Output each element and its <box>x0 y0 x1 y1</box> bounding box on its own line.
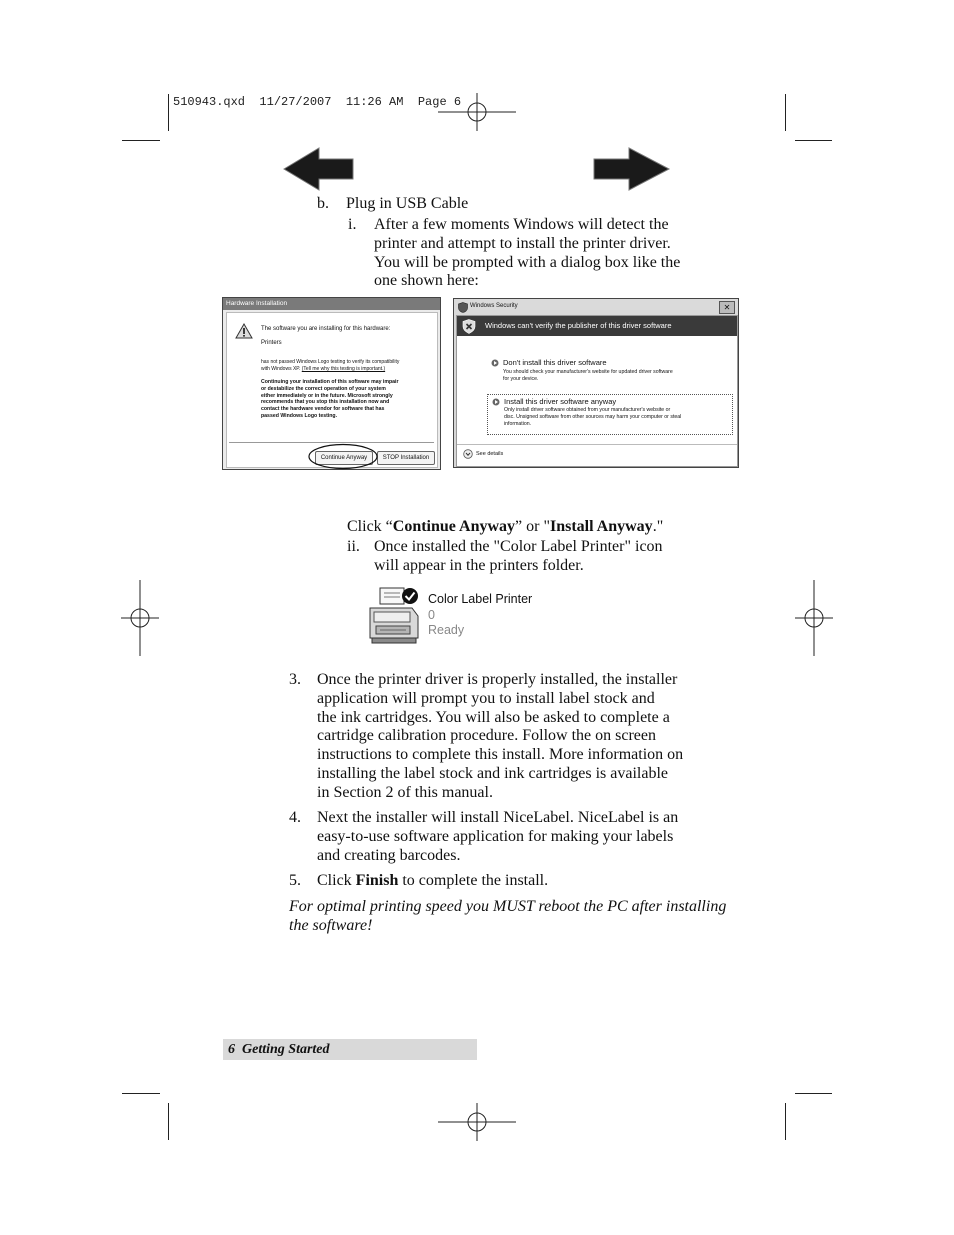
see-details-label: See details <box>476 451 504 457</box>
crop-mark <box>785 1103 786 1140</box>
crop-mark <box>168 94 169 131</box>
arrow-left-icon[interactable] <box>282 146 356 192</box>
stop-installation-button[interactable]: STOP Installation <box>377 451 435 465</box>
text-line: contact the hardware vendor for software that has <box>261 406 385 413</box>
dont-install-option[interactable] <box>487 358 733 390</box>
sec-banner <box>457 316 737 336</box>
step-b-marker: b. <box>317 195 329 212</box>
text-line: After a few moments Windows will detect the <box>374 216 669 233</box>
tell-me-why-link[interactable]: (Tell me why this testing is important.) <box>301 366 386 372</box>
dialog-titlebar <box>454 299 738 315</box>
step-3-marker: 3. <box>289 671 301 688</box>
crop-mark <box>795 140 832 141</box>
hardware-installation-dialog <box>222 297 441 470</box>
page-footer <box>223 1039 477 1060</box>
text-line: in Section 2 of this manual. <box>317 783 493 801</box>
slug-line: 510943.qxd 11/27/2007 11:26 AM Page 6 <box>173 95 462 109</box>
see-details-toggle[interactable] <box>463 448 533 460</box>
option2-title: Install this driver software anyway <box>504 397 617 406</box>
text-line: You should check your manufacturer's website for updated driver software <box>503 369 673 375</box>
hw-line1: The software you are installing for this hardware: <box>261 326 391 332</box>
text-line: Once installed the "Color Label Printer" icon <box>374 538 663 555</box>
step-b-text: Plug in USB Cable <box>346 195 469 212</box>
hw-device: Printers <box>261 340 282 346</box>
text-line: either immediately or in the future. Microsoft strongly <box>261 392 393 399</box>
close-icon: ✕ <box>723 303 731 312</box>
registration-mark-icon <box>438 93 516 131</box>
text-line: recommends that you stop this installation now and <box>261 399 390 406</box>
text-line: disc. Unsigned software from other sources may harm your computer or steal <box>504 414 682 420</box>
crop-mark <box>785 94 786 131</box>
text-line: application will prompt you to install label stock and <box>317 689 655 707</box>
click-instruction <box>347 518 663 537</box>
text-line: For optimal printing speed you MUST reboot the PC after installing <box>289 898 727 915</box>
continue-anyway-ref: Continue Anyway <box>392 518 516 535</box>
sec-body <box>456 315 738 467</box>
text-line: instructions to complete this install. More information on <box>317 746 684 764</box>
chevron-down-icon <box>463 449 473 459</box>
arrow-bullet-icon <box>491 359 499 367</box>
text-line: cartridge calibration procedure. Follow the on screen <box>317 727 656 745</box>
close-button[interactable] <box>719 301 735 314</box>
text-line: the software! <box>289 916 373 934</box>
step-3-text <box>317 671 737 803</box>
sec-banner-text: Windows can't verify the publisher of this driver software <box>485 321 672 330</box>
hw-logo-line1: has not passed Windows Logo testing to verify its compatibility <box>261 359 400 365</box>
text-line: passed Windows Logo testing. <box>261 412 338 419</box>
click-post: ." <box>652 518 664 535</box>
text-line: Next the installer will install NiceLabel. NiceLabel is an <box>317 809 679 826</box>
crop-mark <box>122 140 160 141</box>
registration-mark-icon <box>121 580 159 656</box>
step-4-marker: 4. <box>289 809 301 826</box>
check-badge-icon <box>401 587 419 605</box>
step-5-post: to complete the install. <box>398 872 549 889</box>
printer-name: Color Label Printer <box>428 592 533 606</box>
text-line: Only install driver software obtained from your manufacturer's website or <box>504 407 671 413</box>
step-b-ii-marker: ii. <box>347 538 360 555</box>
finish-ref: Finish <box>355 872 399 889</box>
arrow-right-icon[interactable] <box>592 146 672 192</box>
text-line: information. <box>504 421 532 427</box>
shield-icon <box>458 302 468 313</box>
hw-logo-line2 <box>261 366 385 374</box>
option2-desc <box>504 407 681 428</box>
crop-mark <box>168 1103 169 1140</box>
option1-title: Don't install this driver software <box>503 358 607 367</box>
step-4-text <box>317 809 737 865</box>
step-5-pre: Click <box>317 872 356 889</box>
step-5-marker: 5. <box>289 872 301 889</box>
text-line: printer and attempt to install the printer driver. <box>374 234 671 252</box>
windows-security-dialog <box>453 298 739 468</box>
continue-anyway-button[interactable]: Continue Anyway <box>315 451 373 465</box>
text-line: easy-to-use software application for making your labels <box>317 827 674 845</box>
text-line: Continuing your installation of this software may impair <box>261 379 399 385</box>
install-anyway-ref: Install Anyway <box>549 518 653 535</box>
step-b-ii-text <box>374 538 734 576</box>
footer-label: 6 Getting Started <box>228 1042 330 1057</box>
option1-desc <box>503 369 673 383</box>
hw-warning-text <box>261 379 398 420</box>
highlight-circle-icon <box>307 443 379 470</box>
install-anyway-option[interactable] <box>487 394 733 435</box>
click-mid: ” or " <box>515 518 550 535</box>
click-pre: Click “ <box>347 518 393 535</box>
text-line: for your device. <box>503 376 539 382</box>
dialog-titlebar: Hardware Installation <box>223 298 440 310</box>
warning-icon <box>235 323 253 339</box>
step-b-i-text <box>374 216 734 291</box>
text-line: or destabilize the correct operation of your system <box>261 385 386 392</box>
text-line: Once the printer driver is properly installed, the installer <box>317 671 678 688</box>
reboot-note <box>289 898 739 936</box>
text-line: You will be prompted with a dialog box like the <box>374 253 681 271</box>
printer-status: Ready <box>428 623 465 637</box>
text-line: the ink cartridges. You will also be asked to complete a <box>317 708 670 726</box>
hw-logo-prefix: with Windows XP. <box>261 366 301 372</box>
text-line: will appear in the printers folder. <box>374 556 584 574</box>
sec-title: Windows Security <box>470 303 518 309</box>
step-b-i-marker: i. <box>348 216 357 233</box>
text-line: and creating barcodes. <box>317 846 461 864</box>
sec-footer-divider <box>457 444 737 445</box>
step-5-text <box>317 872 548 891</box>
crop-mark <box>122 1093 160 1094</box>
registration-mark-icon <box>795 580 833 656</box>
printer-count: 0 <box>428 608 435 622</box>
crop-mark <box>795 1093 832 1094</box>
arrow-bullet-icon <box>492 398 500 406</box>
error-shield-icon <box>462 319 476 334</box>
text-line: one shown here: <box>374 272 479 290</box>
color-label-printer-item[interactable] <box>366 584 566 646</box>
text-line: installing the label stock and ink cartridges is available <box>317 764 669 782</box>
registration-mark-icon <box>438 1103 516 1141</box>
